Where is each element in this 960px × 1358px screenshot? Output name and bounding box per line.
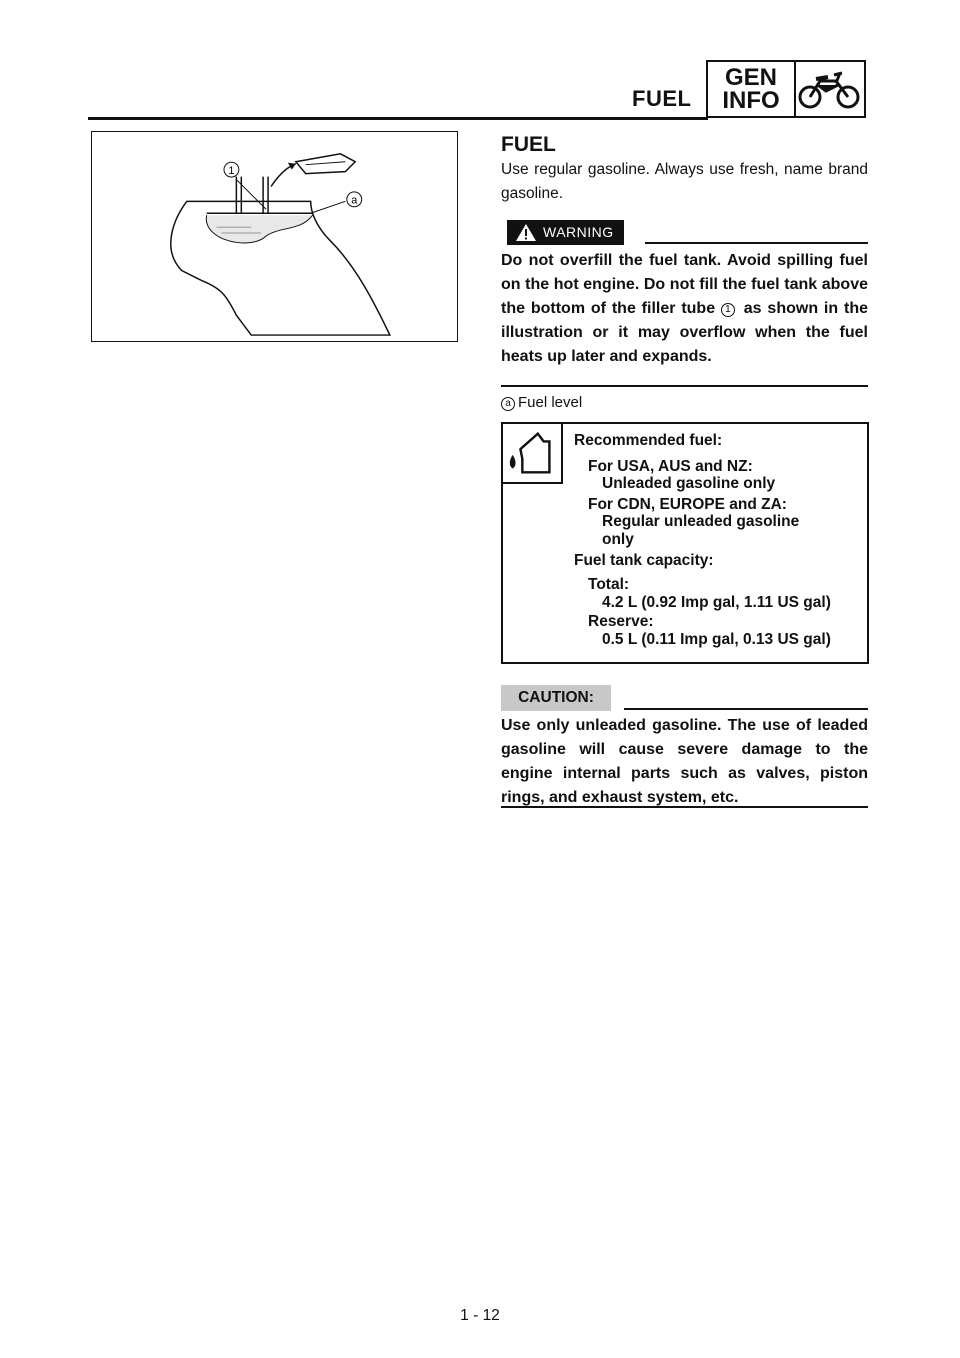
caution-text: Use only unleaded gasoline. The use of leaded gasoline will cause severe damage to the engine internal parts such as valves, piston rings, and exhaust system, etc. bbox=[501, 717, 868, 806]
page-number: 1 - 12 bbox=[460, 1307, 500, 1324]
info-label: INFO bbox=[722, 87, 780, 114]
gen-label: GEN bbox=[724, 64, 777, 91]
warning-text-before: Do not overfill the fuel tank. Avoid spilling fuel on the hot engine. Do not fill the fuel tank above the bottom of the filler tube bbox=[501, 252, 868, 317]
header-section-title: FUEL bbox=[632, 86, 692, 111]
section-title: FUEL bbox=[501, 133, 556, 156]
filler-tube-ref: 1 bbox=[721, 303, 735, 317]
legend-fuel-level bbox=[501, 394, 868, 411]
warning-text bbox=[501, 249, 868, 369]
spec-capacity-heading: Fuel tank capacity: bbox=[574, 552, 714, 569]
header-rule bbox=[88, 117, 708, 120]
caution-badge: CAUTION: bbox=[501, 685, 611, 711]
spec-reserve-value: 0.5 L (0.11 Imp gal, 0.13 US gal) bbox=[602, 631, 831, 648]
specification-box bbox=[501, 422, 869, 664]
callout-a-label: a bbox=[351, 194, 358, 207]
warning-text-after: as shown in the illustration or it may overflow when the fuel heats up later and expands. bbox=[501, 300, 868, 365]
spec-cdn-value-2: only bbox=[602, 531, 634, 548]
spec-usa-value: Unleaded gasoline only bbox=[602, 475, 776, 492]
warning-icon bbox=[515, 223, 537, 242]
intro-paragraph: Use regular gasoline. Always use fresh, name brand gasoline. bbox=[501, 161, 868, 202]
gen-info-badge bbox=[706, 60, 866, 118]
motorcycle-icon bbox=[796, 67, 862, 113]
spec-usa-label: For USA, AUS and NZ: bbox=[588, 458, 753, 475]
callout-1-label: 1 bbox=[228, 165, 235, 178]
spec-total-value: 4.2 L (0.92 Imp gal, 1.11 US gal) bbox=[602, 594, 831, 611]
warning-label: WARNING bbox=[543, 224, 614, 240]
oil-can-icon bbox=[503, 424, 561, 482]
spec-cdn-label: For CDN, EUROPE and ZA: bbox=[588, 496, 787, 513]
caution-bottom-rule bbox=[501, 806, 868, 808]
spec-reserve-label: Reserve: bbox=[588, 613, 654, 630]
fuel-tank-illustration bbox=[91, 131, 458, 342]
gen-info-label bbox=[708, 62, 796, 116]
spec-total-label: Total: bbox=[588, 576, 630, 593]
legend-label: Fuel level bbox=[518, 394, 583, 411]
fuel-tank-drawing bbox=[92, 132, 457, 341]
warning-badge bbox=[507, 220, 624, 245]
legend-mark: a bbox=[501, 397, 515, 411]
spec-fuel-heading: Recommended fuel: bbox=[574, 432, 723, 449]
caution-rule bbox=[624, 708, 868, 710]
spec-cdn-value-1: Regular unleaded gasoline bbox=[602, 513, 800, 530]
warning-rule bbox=[645, 242, 868, 244]
warning-bottom-rule bbox=[501, 385, 868, 387]
